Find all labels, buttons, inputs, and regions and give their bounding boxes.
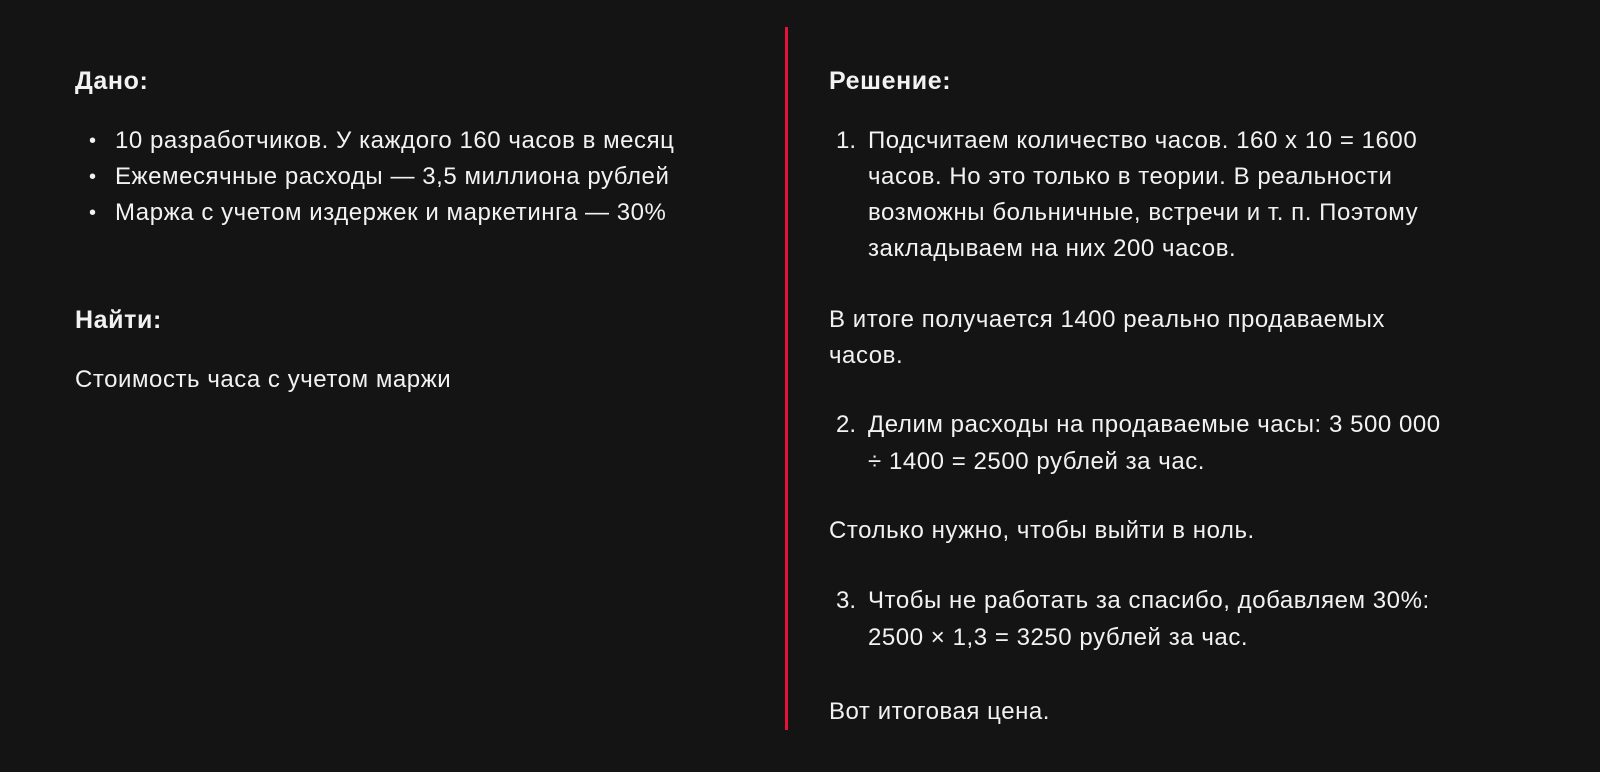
given-item-text: 10 разработчиков. У каждого 160 часов в месяц bbox=[115, 127, 675, 154]
paragraph-line: Столько нужно, чтобы выйти в ноль. bbox=[829, 517, 1255, 544]
step-1-line: закладываем на них 200 часов. bbox=[868, 235, 1237, 262]
step-2-line: Делим расходы на продаваемые часы: 3 500 000 bbox=[868, 411, 1441, 438]
paragraph-line: часов. bbox=[829, 342, 904, 369]
step-3-line: Чтобы не работать за спасибо, добавляем 30%: bbox=[868, 587, 1430, 614]
step-1-line: часов. Но это только в теории. В реальности bbox=[868, 163, 1393, 190]
step-2-line: ÷ 1400 = 2500 рублей за час. bbox=[868, 448, 1206, 475]
step-1-line: Подсчитаем количество часов. 160 x 10 = 1600 bbox=[868, 127, 1418, 154]
step-1-line: возможны больничные, встречи и т. п. Поэтому bbox=[868, 199, 1419, 226]
step-number: 2. bbox=[836, 411, 857, 438]
given-heading: Дано: bbox=[75, 67, 149, 95]
bullet-icon: • bbox=[89, 130, 97, 152]
step-3-line: 2500 × 1,3 = 3250 рублей за час. bbox=[868, 624, 1249, 651]
given-item-text: Маржа с учетом издержек и маркетинга — 30% bbox=[115, 199, 667, 226]
step-number: 1. bbox=[836, 127, 857, 154]
find-text: Стоимость часа с учетом маржи bbox=[75, 366, 452, 393]
paragraph-line: Вот итоговая цена. bbox=[829, 698, 1051, 725]
bullet-icon: • bbox=[89, 202, 97, 224]
paragraph-line: В итоге получается 1400 реально продаваемых bbox=[829, 306, 1385, 333]
step-number: 3. bbox=[836, 587, 857, 614]
solution-heading: Решение: bbox=[829, 67, 952, 95]
find-heading: Найти: bbox=[75, 306, 162, 334]
column-divider bbox=[785, 27, 788, 730]
bullet-icon: • bbox=[89, 166, 97, 188]
given-item-text: Ежемесячные расходы — 3,5 миллиона рублей bbox=[115, 163, 670, 190]
